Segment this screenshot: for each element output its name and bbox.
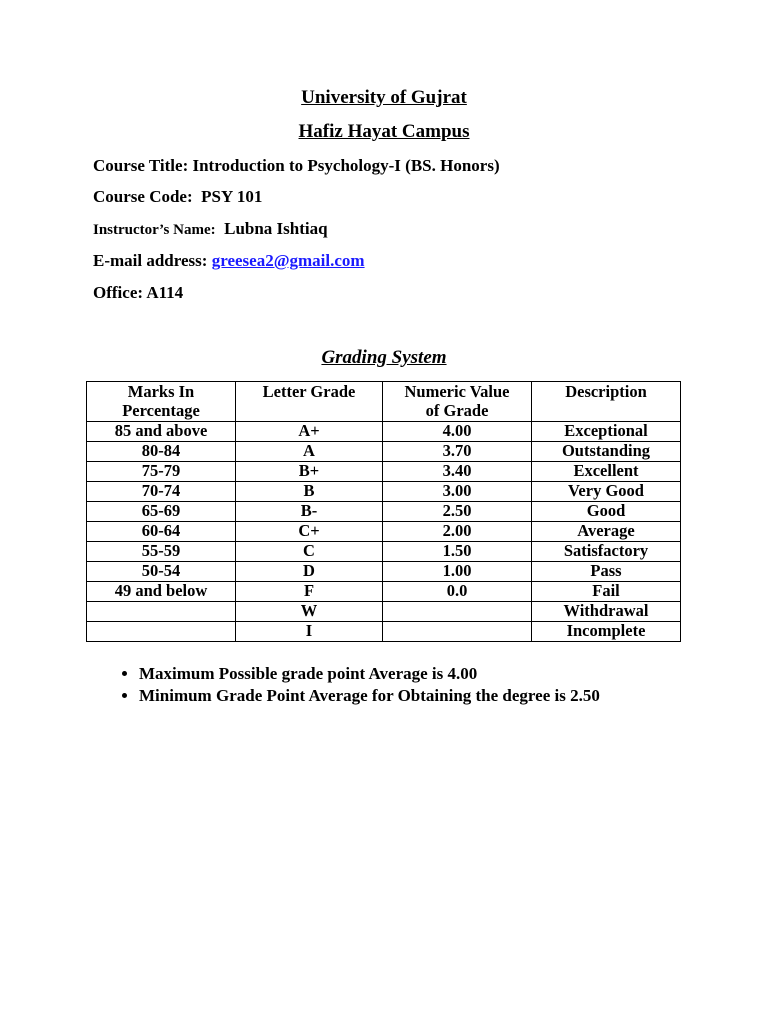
cell-letter-grade: B+: [236, 462, 383, 482]
cell-letter-grade: B-: [236, 502, 383, 522]
cell-letter-grade: I: [236, 622, 383, 642]
table-row: [87, 482, 681, 502]
cell-description: Satisfactory: [532, 542, 681, 562]
header-letter-grade: [236, 382, 383, 422]
cell-marks: 80-84: [87, 442, 236, 462]
table-row: [87, 582, 681, 602]
cell-description: Exceptional: [532, 422, 681, 442]
cell-numeric-value: [383, 622, 532, 642]
cell-letter-grade: A+: [236, 422, 383, 442]
campus-title: Hafiz Hayat Campus: [298, 121, 470, 142]
cell-marks: [87, 622, 236, 642]
cell-letter-grade: B: [236, 482, 383, 502]
note-item: • Minimum Grade Point Average for Obtaining the degree is 2.50: [139, 685, 600, 707]
cell-numeric-value: [383, 602, 532, 622]
header-text: of Grade: [425, 401, 489, 420]
course-title-line: [93, 156, 500, 176]
cell-numeric-value: 2.50: [383, 502, 532, 522]
course-code-value: PSY 101: [201, 187, 263, 206]
cell-numeric-value: 2.00: [383, 522, 532, 542]
email-label: E-mail address:: [93, 251, 208, 270]
cell-marks: 65-69: [87, 502, 236, 522]
header-description: [532, 382, 681, 422]
cell-marks: 50-54: [87, 562, 236, 582]
cell-marks: [87, 602, 236, 622]
cell-description: Withdrawal: [532, 602, 681, 622]
cell-numeric-value: 0.0: [383, 582, 532, 602]
course-title-label: Course Title:: [93, 156, 189, 175]
course-code-label: Course Code:: [93, 187, 193, 206]
cell-numeric-value: 3.40: [383, 462, 532, 482]
cell-description: Incomplete: [532, 622, 681, 642]
cell-description: Very Good: [532, 482, 681, 502]
table-row: [87, 462, 681, 482]
course-title-value: Introduction to Psychology-I (BS. Honors): [192, 156, 500, 175]
instructor-line: [93, 219, 328, 239]
cell-letter-grade: W: [236, 602, 383, 622]
header-marks: [87, 382, 236, 422]
email-link[interactable]: greesea2@gmail.com: [211, 251, 365, 270]
cell-letter-grade: C: [236, 542, 383, 562]
table-row: [87, 502, 681, 522]
cell-marks: 85 and above: [87, 422, 236, 442]
cell-marks: 60-64: [87, 522, 236, 542]
header-text: Percentage: [122, 401, 200, 420]
grading-table: [86, 381, 681, 642]
course-code-line: [93, 187, 262, 207]
cell-numeric-value: 3.70: [383, 442, 532, 462]
cell-numeric-value: 4.00: [383, 422, 532, 442]
cell-letter-grade: A: [236, 442, 383, 462]
instructor-label: Instructor’s Name:: [93, 222, 216, 238]
table-row: [87, 442, 681, 462]
cell-numeric-value: 1.50: [383, 542, 532, 562]
cell-numeric-value: 3.00: [383, 482, 532, 502]
cell-letter-grade: C+: [236, 522, 383, 542]
header-text: Letter Grade: [262, 382, 356, 401]
cell-numeric-value: 1.00: [383, 562, 532, 582]
cell-marks: 70-74: [87, 482, 236, 502]
table-row: [87, 522, 681, 542]
office-line: [93, 283, 183, 303]
table-row: [87, 602, 681, 622]
table-row: [87, 542, 681, 562]
cell-description: Good: [532, 502, 681, 522]
instructor-value: Lubna Ishtiaq: [224, 219, 328, 238]
header-numeric-value: [383, 382, 532, 422]
cell-marks: 75-79: [87, 462, 236, 482]
cell-description: Average: [532, 522, 681, 542]
table-header-row: [87, 382, 681, 422]
note-item: • Maximum Possible grade point Average is 4.00: [139, 663, 600, 685]
email-line: [93, 251, 365, 271]
office-label: Office:: [93, 283, 144, 302]
table-row: [87, 422, 681, 442]
header-text: Marks In: [127, 382, 195, 401]
header-text: Numeric Value: [404, 382, 510, 401]
notes-list: [93, 663, 600, 707]
cell-description: Fail: [532, 582, 681, 602]
cell-description: Excellent: [532, 462, 681, 482]
cell-letter-grade: F: [236, 582, 383, 602]
cell-description: Outstanding: [532, 442, 681, 462]
cell-marks: 49 and below: [87, 582, 236, 602]
cell-description: Pass: [532, 562, 681, 582]
grading-heading: Grading System: [321, 347, 447, 368]
header-text: Description: [565, 382, 647, 401]
table-row: [87, 622, 681, 642]
university-title: University of Gujrat: [301, 87, 467, 108]
cell-marks: 55-59: [87, 542, 236, 562]
office-value: A114: [146, 283, 184, 302]
cell-letter-grade: D: [236, 562, 383, 582]
table-row: [87, 562, 681, 582]
